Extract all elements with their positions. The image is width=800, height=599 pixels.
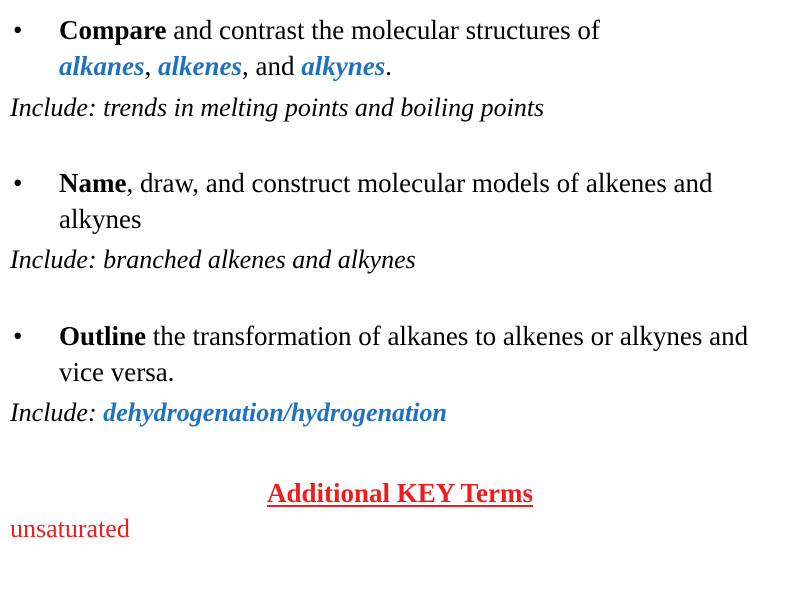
objective-verb: Compare xyxy=(59,15,167,45)
include-note-compare: Include: trends in melting points and boiling points xyxy=(10,93,545,122)
objective-text: and contrast the molecular structures of xyxy=(166,15,600,45)
bullet-icon: • xyxy=(13,168,23,198)
include-value: dehydrogenation/hydrogenation xyxy=(103,398,447,427)
include-note-outline xyxy=(10,397,447,429)
separator: , and xyxy=(242,51,302,81)
bullet-icon: • xyxy=(13,15,23,45)
key-terms-heading: Additional KEY Terms xyxy=(266,478,534,508)
objective-text: the transformation of alkanes to alkenes or alkynes and vice versa. xyxy=(59,321,749,387)
period: . xyxy=(385,51,392,81)
objective-verb: Outline xyxy=(59,321,147,351)
bullet-icon: • xyxy=(13,321,23,351)
term-alkenes: alkenes xyxy=(158,51,243,81)
objective-compare xyxy=(0,12,790,84)
include-note-name: Include: branched alkenes and alkynes xyxy=(10,245,416,274)
term-alkanes: alkanes xyxy=(59,51,145,81)
objective-outline xyxy=(0,318,790,390)
objective-name xyxy=(0,165,790,237)
objective-text: , draw, and construct molecular models of alkenes and alkynes xyxy=(59,168,713,234)
separator: , xyxy=(144,51,159,81)
objective-verb: Name xyxy=(59,168,127,198)
key-term-item: unsaturated xyxy=(10,514,130,543)
term-alkynes: alkynes xyxy=(301,51,386,81)
include-prefix: Include: xyxy=(10,398,104,427)
